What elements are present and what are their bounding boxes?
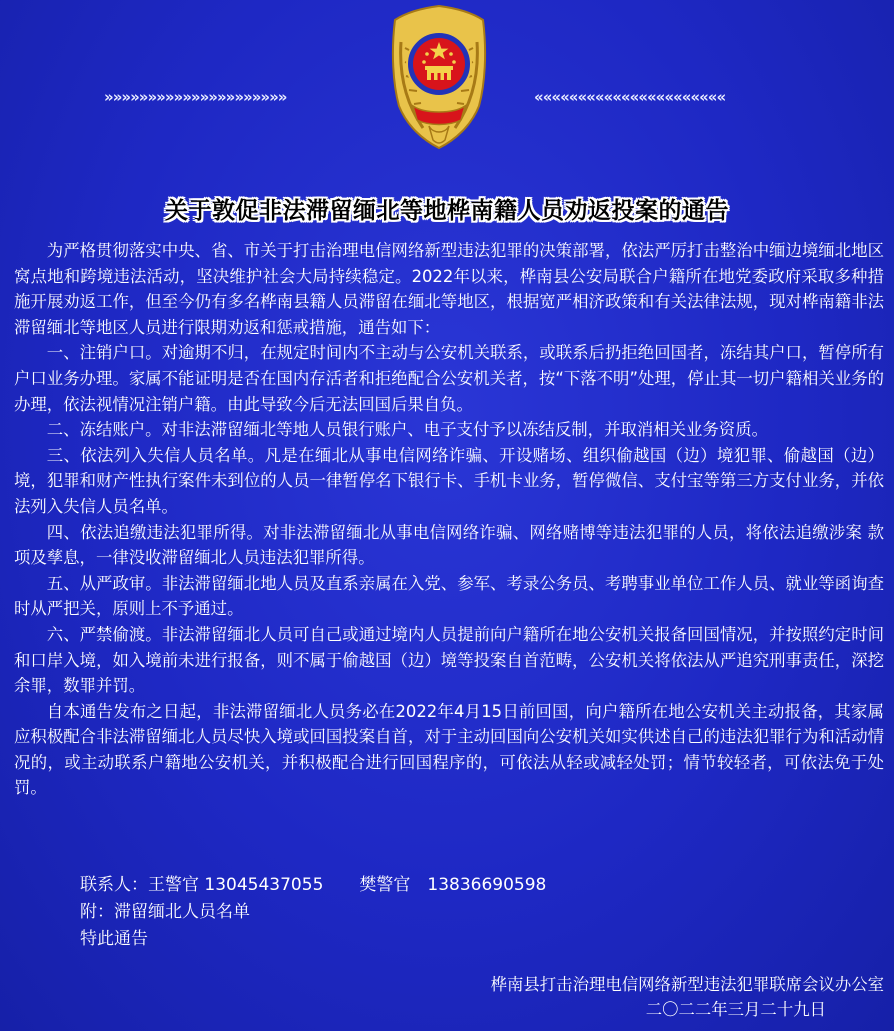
chevron-right-decoration: «««««««««««««««««««««« bbox=[534, 88, 726, 106]
notice-title: 关于敦促非法滞留缅北等地桦南籍人员劝返投案的通告 bbox=[165, 198, 729, 224]
contact-line bbox=[80, 872, 860, 899]
measure-cancel-hukou: 一、注销户口。对逾期不归，在规定时间内不主动与公安机关联系，或联系后扔拒绝回国者，冻结其户口，暂停所有户口业务办理。家属不能证明是否在国内存活者和拒绝配合公安机关者，按“下落不明”处理，停止其一切户籍相关业务的办理，依法视情况注销户籍。由此导致今后无法回国后果自负。 bbox=[14, 343, 884, 414]
issue-date: 二〇二二年三月二十九日 bbox=[645, 1000, 826, 1019]
contacts-block bbox=[80, 872, 860, 953]
contact-person-2: 樊警官 13836690598 bbox=[359, 875, 547, 895]
deadline-paragraph: 自本通告发布之日起，非法滞留缅北人员务必在2022年4月15日前回国，向户籍所在地公安机关主动报备，其家属应积极配合非法滞留缅北人员尽快入境或回国投案自首，对于主动回国向公安机关如实供述自己的违法犯罪行为和活动情况的，或主动联系户籍地公安机关，并积极配合进行回国程序的，可依法从轻或减轻处罚；情节较轻者，可依法免于处罚。 bbox=[14, 701, 884, 798]
measure-political-review: 五、从严政审。非法滞留缅北地人员及直系亲属在入党、参军、考录公务员、考聘事业单位工作人员、就业等函询查时从严把关，原则上不予通过。 bbox=[14, 573, 884, 619]
closing-line: 特此通告 bbox=[80, 929, 148, 949]
measure-recover-proceeds: 四、依法追缴违法犯罪所得。对非法滞留缅北从事电信网络诈骗、网络赌博等违法犯罪的人员，将依法追缴涉案 款项及孳息，一律没收滞留缅北人员违法犯罪所得。 bbox=[14, 522, 884, 568]
measure-ban-smuggling: 六、严禁偷渡。非法滞留缅北人员可自己或通过境内人员提前向户籍所在地公安机关报备回国情况，并按照约定时间和口岸入境，如入境前未进行报备，则不属于偷越国（边）境等投案自首范畴，公安机关将依法从严追究刑事责任，深挖余罪，数罪并罚。 bbox=[14, 624, 884, 696]
contact-person-1: 王警官 13045437055 bbox=[148, 875, 324, 895]
intro-paragraph: 为严格贯彻落实中央、省、市关于打击治理电信网络新型违法犯罪的决策部署，依法严厉打击整治中缅边境缅北地区窝点地和跨境违法活动，坚决维护社会大局持续稳定。2022年以来，桦南县公安局联合户籍所在地党委政府采取多种措施开展劝返工作，但至今仍有多名桦南县籍人员滞留在缅北等地区，根据宽严相济政策和有关法律法规，现对桦南籍非法滞留缅北等地区人员进行限期劝返和惩戒措施，通告如下： bbox=[14, 241, 884, 337]
notice-body bbox=[14, 238, 884, 801]
measure-freeze-accounts: 二、冻结账户。对非法滞留缅北等地人员银行账户、电子支付予以冻结反制，并取消相关业务资质。 bbox=[46, 420, 768, 440]
contact-label: 联系人： bbox=[80, 875, 148, 895]
measure-dishonest-list: 三、依法列入失信人员名单。凡是在缅北从事电信网络诈骗、开设赌场、组织偷越国（边）境犯罪、偷越国（边）境，犯罪和财产性执行案件未到位的人员一律暂停名下银行卡、手机卡业务，暂停微信、支付宝等第三方支付业务，并依法列入失信人员名单。 bbox=[14, 445, 884, 516]
police-emblem-icon bbox=[383, 2, 495, 152]
signature-block bbox=[491, 972, 884, 1022]
header bbox=[0, 0, 894, 170]
attachment-line: 附：滞留缅北人员名单 bbox=[80, 902, 250, 922]
issuing-organization: 桦南县打击治理电信网络新型违法犯罪联席会议办公室 bbox=[490, 975, 884, 994]
chevron-left-decoration: »»»»»»»»»»»»»»»»»»»»» bbox=[104, 88, 287, 106]
